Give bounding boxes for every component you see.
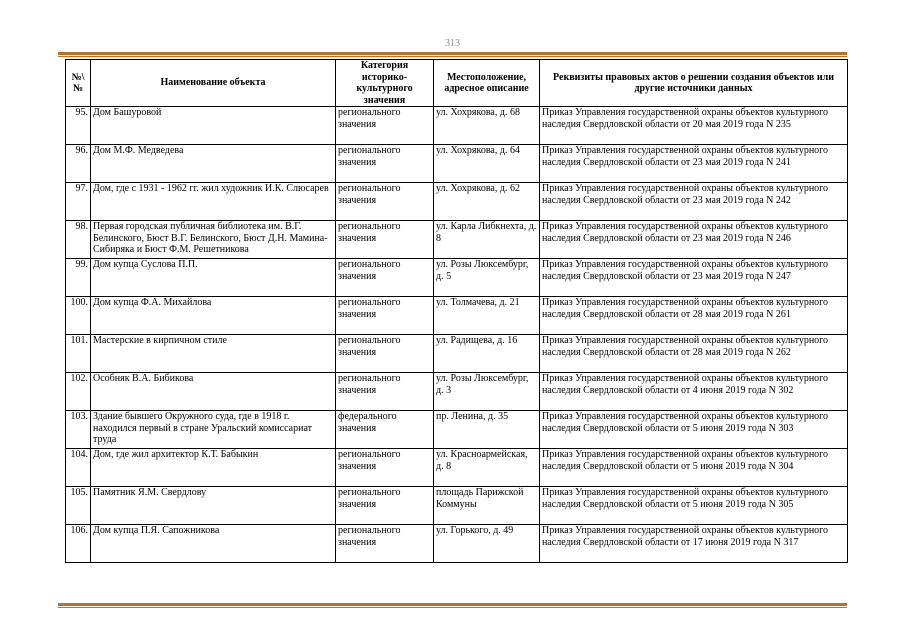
object-name: Первая городская публичная библиотека им. В.Г. Белинского, Бюст В.Г. Белинского, Бюст Д.Н. Мамина-Сибиряка и Бюст Ф.М. Решетникова: [91, 221, 336, 259]
table-row: [66, 297, 848, 335]
object-location: ул. Горького, д. 49: [434, 525, 540, 563]
object-name: Дом купца Ф.А. Михайлова: [91, 297, 336, 335]
legal-act: Приказ Управления государственной охраны объектов культурного наследия Свердловской области от 23 мая 2019 года N 242: [540, 183, 848, 221]
header-rule: [58, 52, 847, 57]
object-name: Дом купца Суслова П.П.: [91, 259, 336, 297]
object-name: Дом купца П.Я. Сапожникова: [91, 525, 336, 563]
table-row: [66, 449, 848, 487]
table-header-row: [66, 60, 848, 107]
object-category: регионального значения: [336, 449, 434, 487]
row-number: 100.: [66, 297, 91, 335]
object-location: ул. Хохрякова, д. 62: [434, 183, 540, 221]
legal-act: Приказ Управления государственной охраны объектов культурного наследия Свердловской области от 23 мая 2019 года N 241: [540, 145, 848, 183]
object-location: ул. Толмачева, д. 21: [434, 297, 540, 335]
legal-act: Приказ Управления государственной охраны объектов культурного наследия Свердловской области от 17 июня 2019 года N 317: [540, 525, 848, 563]
object-category: регионального значения: [336, 487, 434, 525]
object-category: регионального значения: [336, 221, 434, 259]
object-name: Здание бывшего Окружного суда, где в 1918 г. находился первый в стране Уральский комиссариат труда: [91, 411, 336, 449]
object-name: Дом Башуровой: [91, 107, 336, 145]
legal-act: Приказ Управления государственной охраны объектов культурного наследия Свердловской области от 28 мая 2019 года N 261: [540, 297, 848, 335]
object-location: площадь Парижской Коммуны: [434, 487, 540, 525]
legal-act: Приказ Управления государственной охраны объектов культурного наследия Свердловской области от 23 мая 2019 года N 246: [540, 221, 848, 259]
object-category: регионального значения: [336, 107, 434, 145]
table-row: [66, 487, 848, 525]
row-number: 97.: [66, 183, 91, 221]
table-row: [66, 525, 848, 563]
object-location: ул. Красноармейская, д. 8: [434, 449, 540, 487]
object-location: ул. Хохрякова, д. 68: [434, 107, 540, 145]
legal-act: Приказ Управления государственной охраны объектов культурного наследия Свердловской области от 28 мая 2019 года N 262: [540, 335, 848, 373]
object-category: регионального значения: [336, 183, 434, 221]
legal-act: Приказ Управления государственной охраны объектов культурного наследия Свердловской области от 23 мая 2019 года N 247: [540, 259, 848, 297]
object-location: ул. Розы Люксембург, д. 5: [434, 259, 540, 297]
object-category: регионального значения: [336, 525, 434, 563]
page-number: 313: [445, 38, 460, 49]
table-row: [66, 411, 848, 449]
row-number: 106.: [66, 525, 91, 563]
row-number: 105.: [66, 487, 91, 525]
object-category: регионального значения: [336, 297, 434, 335]
heritage-objects-table: [65, 59, 848, 563]
row-number: 98.: [66, 221, 91, 259]
object-name: Дом, где с 1931 - 1962 гг. жил художник И.К. Слюсарев: [91, 183, 336, 221]
row-number: 101.: [66, 335, 91, 373]
header-category: Категория историко-культурного значения: [336, 60, 434, 107]
row-number: 99.: [66, 259, 91, 297]
table-row: [66, 145, 848, 183]
object-name: Дом М.Ф. Медведева: [91, 145, 336, 183]
row-number: 102.: [66, 373, 91, 411]
header-legal-acts: Реквизиты правовых актов о решении создания объектов или другие источники данных: [540, 60, 848, 107]
object-location: ул. Радищева, д. 16: [434, 335, 540, 373]
legal-act: Приказ Управления государственной охраны объектов культурного наследия Свердловской области от 20 мая 2019 года N 235: [540, 107, 848, 145]
object-category: федерального значения: [336, 411, 434, 449]
table-row: [66, 373, 848, 411]
object-name: Памятник Я.М. Свердлову: [91, 487, 336, 525]
footer-rule: [58, 603, 847, 608]
object-location: ул. Розы Люксембург, д. 3: [434, 373, 540, 411]
legal-act: Приказ Управления государственной охраны объектов культурного наследия Свердловской области от 5 июня 2019 года N 303: [540, 411, 848, 449]
table-row: [66, 335, 848, 373]
object-location: пр. Ленина, д. 35: [434, 411, 540, 449]
object-category: регионального значения: [336, 145, 434, 183]
row-number: 103.: [66, 411, 91, 449]
object-name: Мастерские в кирпичном стиле: [91, 335, 336, 373]
object-location: ул. Хохрякова, д. 64: [434, 145, 540, 183]
legal-act: Приказ Управления государственной охраны объектов культурного наследия Свердловской области от 4 июня 2019 года N 302: [540, 373, 848, 411]
header-object-name: Наименование объекта: [91, 60, 336, 107]
object-name: Особняк В.А. Бибикова: [91, 373, 336, 411]
table-row: [66, 259, 848, 297]
table-row: [66, 183, 848, 221]
table-row: [66, 221, 848, 259]
legal-act: Приказ Управления государственной охраны объектов культурного наследия Свердловской области от 5 июня 2019 года N 304: [540, 449, 848, 487]
header-location: Местоположение, адресное описание: [434, 60, 540, 107]
row-number: 96.: [66, 145, 91, 183]
header-number: №\№: [66, 60, 91, 107]
object-category: регионального значения: [336, 259, 434, 297]
object-category: регионального значения: [336, 373, 434, 411]
row-number: 95.: [66, 107, 91, 145]
row-number: 104.: [66, 449, 91, 487]
object-location: ул. Карла Либкнехта, д. 8: [434, 221, 540, 259]
object-name: Дом, где жил архитектор К.Т. Бабыкин: [91, 449, 336, 487]
table-row: [66, 107, 848, 145]
object-category: регионального значения: [336, 335, 434, 373]
legal-act: Приказ Управления государственной охраны объектов культурного наследия Свердловской области от 5 июня 2019 года N 305: [540, 487, 848, 525]
